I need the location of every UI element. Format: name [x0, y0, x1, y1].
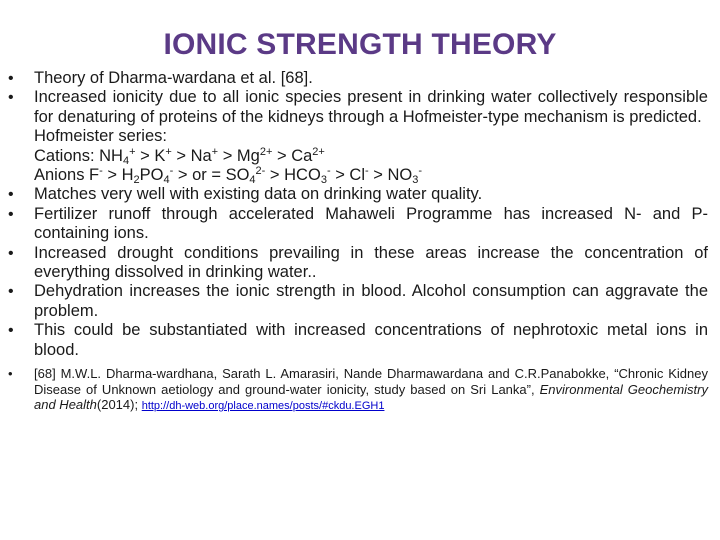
subscript: 4 [249, 174, 256, 187]
bullet-icon: • [8, 89, 14, 107]
superscript: + [129, 145, 136, 158]
reference-item [0, 366, 720, 415]
subscript: 4 [122, 154, 130, 167]
bullet-list [0, 69, 720, 415]
bullet-icon: • [8, 205, 14, 223]
bullet-text: Increased drought conditions prevailing in these areas increase the concentration of everything dissolved in drinking water.. [34, 243, 708, 282]
superscript: - [326, 165, 331, 178]
cations-series [34, 147, 708, 166]
reference-journal: Environmental Geochemistry and Health [34, 381, 708, 413]
bullet-text: Theory of Dharma-wardana et al. [68]. [34, 69, 313, 87]
bullet-icon: • [8, 322, 14, 340]
cations-text: Cations: NH [34, 146, 123, 165]
anions-text: > H [102, 166, 134, 185]
slide-title: IONIC STRENGTH THEORY [163, 28, 557, 61]
bullet-text: Matches very well with existing data on drinking water quality. [34, 185, 483, 204]
list-item [0, 185, 720, 204]
anions-text: Anions F [34, 166, 100, 185]
anions-text: > or = SO [173, 166, 250, 185]
cations-text: > Ca [272, 146, 313, 165]
cations-text: > Mg [218, 146, 260, 165]
superscript: 2- [255, 165, 266, 178]
superscript: - [99, 165, 103, 178]
superscript: - [418, 165, 423, 178]
list-item [0, 205, 720, 244]
subscript: 3 [412, 174, 419, 187]
superscript: 2+ [312, 145, 325, 158]
reference-text: [68] M.W.L. Dharma-wardhana, Sarath L. Amarasiri, Nande Dharmawardana and C.R.Panabokke, “Chronic Kidney Disease of Unknown aetiology and ground-water ionicity, study based on Sri Lanka”, [34, 366, 708, 397]
cations-text: > K [135, 146, 166, 165]
anions-series [34, 166, 708, 185]
bullet-icon: • [8, 244, 14, 262]
bullet-icon: • [8, 70, 14, 87]
hofmeister-label: Hofmeister series: [34, 127, 167, 146]
superscript: - [169, 165, 174, 178]
list-item [0, 321, 720, 360]
cations-text: > Na [171, 146, 212, 165]
bullet-icon: • [8, 366, 13, 382]
bullet-text: Fertilizer runoff through accelerated Mahaweli Programme has increased N- and P-containing ions. [34, 204, 708, 243]
superscript: - [365, 165, 369, 178]
bullet-icon: • [8, 186, 14, 204]
anions-text: > Cl [330, 166, 365, 185]
list-item [0, 88, 720, 185]
reference-link[interactable]: http://dh-web.org/place.names/posts/#ckdu.EGH1 [141, 400, 385, 413]
list-item [0, 282, 720, 321]
superscript: + [211, 145, 219, 158]
list-item [0, 244, 720, 283]
superscript: 2+ [259, 145, 273, 158]
superscript: + [165, 145, 172, 158]
bullet-text: This could be substantiated with increased concentrations of nephrotoxic metal ions in blood. [34, 321, 708, 359]
anions-text: > HCO [265, 166, 321, 185]
subscript: 2 [133, 174, 140, 187]
bullet-icon: • [8, 283, 14, 301]
bullet-text: Increased ionicity due to all ionic species present in drinking water collectively responsible for denaturing of proteins of the kidneys through a Hofmeister-type mechanism is predicted. [34, 88, 708, 126]
anions-text: > NO [368, 166, 413, 185]
list-item [0, 69, 720, 88]
bullet-text: Dehydration increases the ionic strength in blood. Alcohol consumption can aggravate the problem. [34, 282, 708, 320]
subscript: 4 [163, 174, 170, 187]
reference-year: (2014); [96, 397, 142, 413]
anions-text: PO [139, 166, 164, 185]
subscript: 3 [320, 174, 327, 187]
